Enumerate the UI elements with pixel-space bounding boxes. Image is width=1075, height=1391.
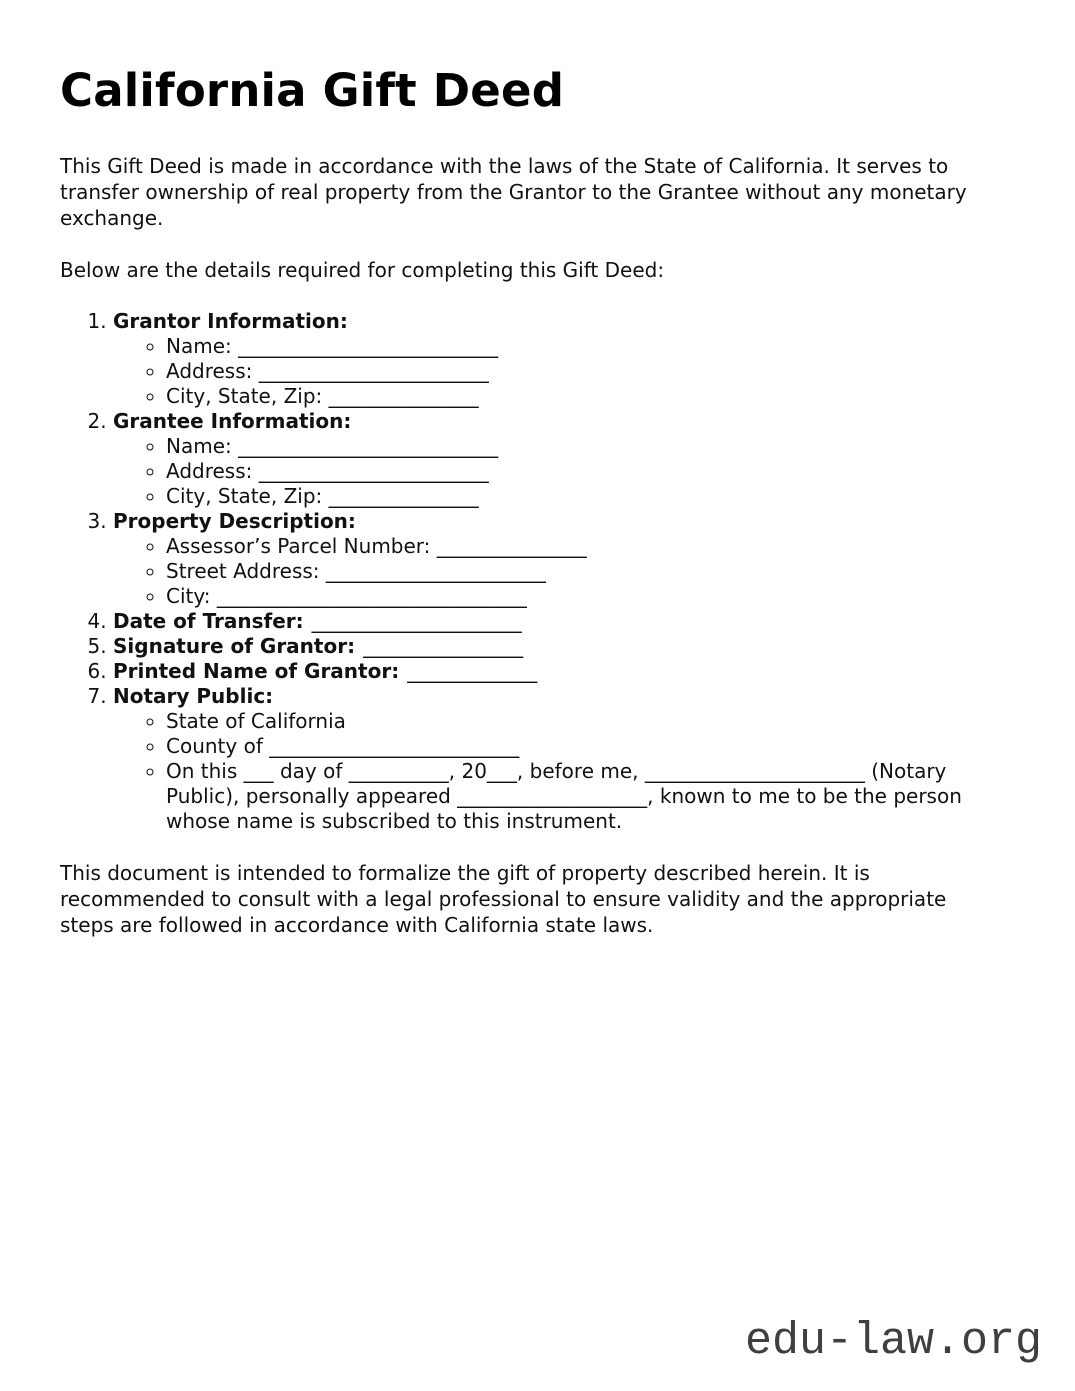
notary-fields (113, 709, 990, 834)
street-address-field: ◦ Street Address: ______________________ (166, 559, 990, 584)
printed-name-of-grantor-blank: _____________ (407, 659, 538, 683)
city-field: ◦ City: _______________________________ (166, 584, 990, 609)
list-item-printed-name-of-grantor (113, 659, 990, 684)
list-item-property-description (113, 509, 990, 609)
deed-details-list (60, 309, 990, 834)
notary-acknowledgment-line: ◦ On this ___ day of __________, 20___, before me, ______________________ (Notary Public), personally appeared ___________________, known to me to be the person whose name is subscribed to this instrument. (166, 759, 990, 834)
grantor-address-field: ◦ Address: _______________________ (166, 359, 990, 384)
list-item-grantee-information (113, 409, 990, 509)
grantor-fields (113, 334, 990, 409)
footer-site-name: edu-law.org (744, 1316, 1042, 1367)
list-item-signature-of-grantor (113, 634, 990, 659)
list-item-date-of-transfer (113, 609, 990, 634)
signature-of-grantor-blank: ________________ (363, 634, 524, 658)
notary-state-line: ◦ State of California (166, 709, 990, 734)
grantor-city-state-zip-field: ◦ City, State, Zip: _______________ (166, 384, 990, 409)
list-item-grantor-information (113, 309, 990, 409)
grantee-information-label: Grantee Information: (113, 409, 352, 433)
notary-county-field: ◦ County of _________________________ (166, 734, 990, 759)
grantee-address-field: ◦ Address: _______________________ (166, 459, 990, 484)
grantee-fields (113, 434, 990, 509)
grantor-name-field: ◦ Name: __________________________ (166, 334, 990, 359)
list-item-notary-public (113, 684, 990, 834)
property-description-label: Property Description: (113, 509, 356, 533)
closing-paragraph: This document is intended to formalize the gift of property described herein. It is recommended to consult with a legal professional to ensure validity and the appropriate steps are followed in accordance with California state laws. (60, 861, 947, 937)
property-fields (113, 534, 990, 609)
notary-public-label: Notary Public: (113, 684, 274, 708)
printed-name-of-grantor-label: Printed Name of Grantor: (113, 659, 400, 683)
details-lead: Below are the details required for completing this Gift Deed: (60, 258, 665, 282)
assessors-parcel-number-field: ◦ Assessor’s Parcel Number: _______________ (166, 534, 990, 559)
grantor-information-label: Grantor Information: (113, 309, 348, 333)
date-of-transfer-label: Date of Transfer: (113, 609, 304, 633)
page-title: California Gift Deed (60, 64, 565, 117)
date-of-transfer-blank: _____________________ (311, 609, 522, 633)
intro-paragraph: This Gift Deed is made in accordance with the laws of the State of California. It serves to transfer ownership of real property from the Grantor to the Grantee without any monetary exchange. (60, 154, 967, 230)
grantee-name-field: ◦ Name: __________________________ (166, 434, 990, 459)
signature-of-grantor-label: Signature of Grantor: (113, 634, 356, 658)
grantee-city-state-zip-field: ◦ City, State, Zip: _______________ (166, 484, 990, 509)
